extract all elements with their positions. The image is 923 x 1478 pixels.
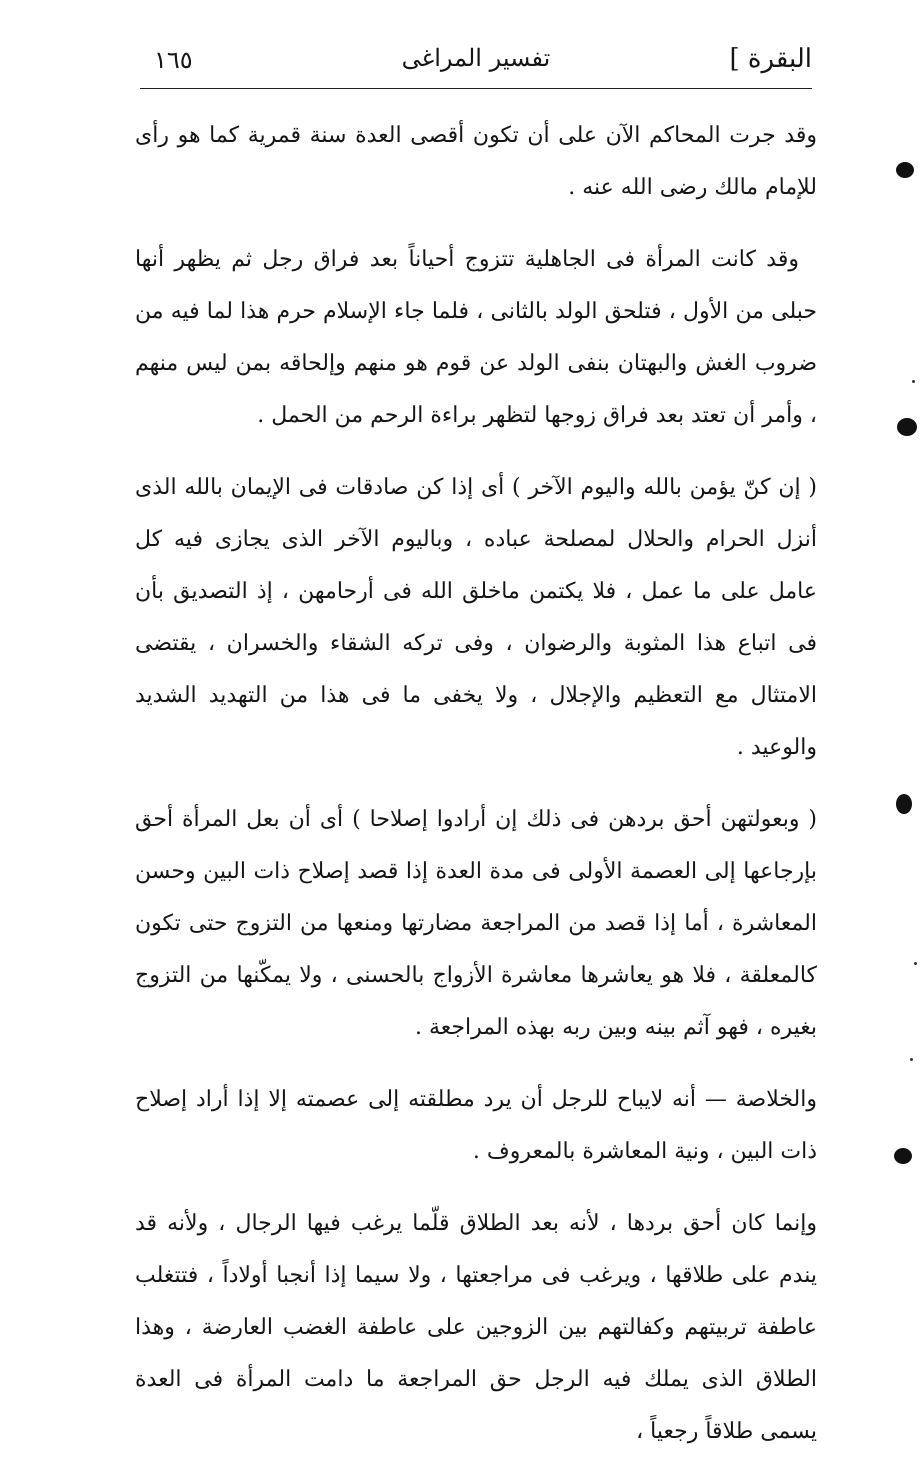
header-rule: [140, 88, 812, 89]
ink-blot-mark: [896, 162, 914, 178]
ink-blot-mark: [896, 794, 912, 814]
paragraph: ( وبعولتهن أحق بردهن فى ذلك إن أرادوا إصلاحا ) أى أن بعل المرأة أحق بإرجاعها إلى العصمة الأولى فى مدة العدة إذا قصد إصلاح ذات البين وحسن المعاشرة ، أما إذا قصد من المراجعة مضارتها ومنعها من التزوج حتى تكون كالمعلقة ، فلا هو يعاشرها معاشرة الأزواج بالحسنى ، ولا يمكّنها من التزوج بغيره ، فهو آثم بينه وبين ربه بهذه المراجعة .: [135, 807, 817, 1040]
paragraph: والخلاصة — أنه لايباح للرجل أن يرد مطلقته إلى عصمته إلا إذا أراد إصلاح ذات البين ، ونية المعاشرة بالمعروف .: [135, 1087, 817, 1164]
speck-mark: [912, 380, 915, 383]
paragraph: ( إن كنّ يؤمن بالله واليوم الآخر ) أى إذا كن صادقات فى الإيمان بالله الذى أنزل الحرام والحلال لمصلحة عباده ، وباليوم الآخر الذى يجازى فيه كل عامل على ما عمل ، فلا يكتمن ماخلق الله فى أرحامهن ، إذ التصديق بأن فى اتباع هذا المثوبة والرضوان ، وفى تركه الشقاء والخسران ، يقتضى الامتثال مع التعظيم والإجلال ، ولا يخفى ما فى هذا من التهديد الشديد والوعيد .: [135, 475, 817, 760]
page-number: ١٦٥: [154, 46, 193, 74]
surah-name: البقرة ]: [729, 44, 812, 74]
page-header: [140, 40, 812, 86]
ink-blot-mark: [897, 418, 917, 436]
ink-blot-mark: [894, 1148, 912, 1164]
speck-mark: [914, 962, 917, 965]
page-body: [135, 110, 817, 1478]
paragraph: وقد جرت المحاكم الآن على أن تكون أقصى العدة سنة قمرية كما هو رأى للإمام مالك رضى الله عنه .: [135, 123, 817, 200]
paragraph: وإنما كان أحق بردها ، لأنه بعد الطلاق قلّما يرغب فيها الرجال ، ولأنه قد يندم على طلاقها ، ويرغب فى مراجعتها ، ولا سيما إذا أنجبا أولاداً ، فتتغلب عاطفة تربيتهم وكفالتهم بين الزوجين على عاطفة الغضب العارضة ، وهذا الطلاق الذى يملك فيه الرجل حق المراجعة ما دامت المرأة فى العدة يسمى طلاقاً رجعياً ،: [135, 1211, 817, 1444]
speck-mark: [910, 1058, 913, 1061]
paragraph: وقد كانت المرأة فى الجاهلية تتزوج أحياناً بعد فراق رجل ثم يظهر أنها حبلى من الأول ، فتلحق الولد بالثانى ، فلما جاء الإسلام حرم هذا لما فيه من ضروب الغش والبهتان بنفى الولد عن قوم هو منهم وإلحاقه بمن ليس منهم ، وأمر أن تعتد بعد فراق زوجها لتظهر براءة الرحم من الحمل .: [135, 247, 817, 428]
book-title: تفسير المراغى: [401, 44, 551, 72]
